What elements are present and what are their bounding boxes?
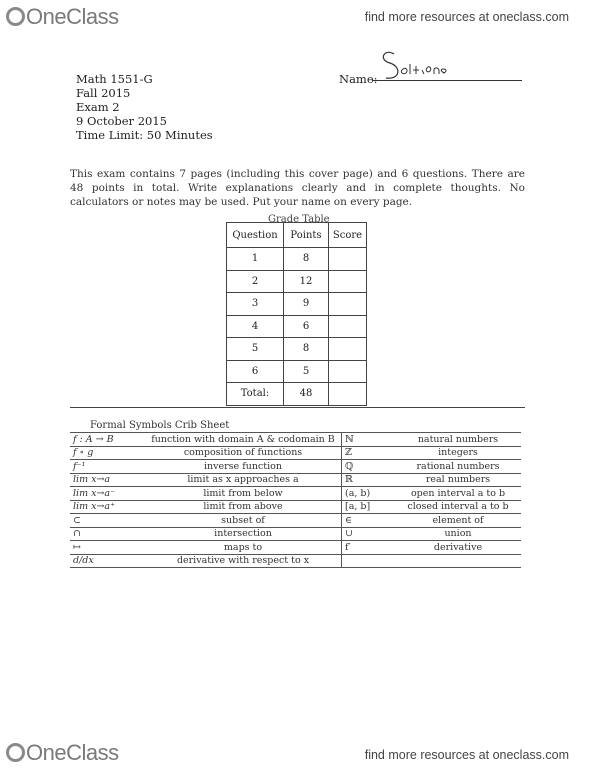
table-row — [227, 248, 367, 271]
points-cell: 9 — [284, 293, 329, 316]
symbol — [342, 554, 396, 568]
symbol-meaning: subset of — [145, 514, 342, 528]
symbol-meaning: limit from below — [145, 487, 342, 501]
symbol: ℤ — [342, 446, 396, 460]
symbol-meaning: inverse function — [145, 460, 342, 474]
crib-row — [70, 473, 521, 487]
table-row — [227, 270, 367, 293]
symbol-meaning: maps to — [145, 541, 342, 555]
exam-date: 9 October 2015 — [76, 114, 167, 128]
symbol: ℚ — [342, 460, 396, 474]
symbol: f ∘ g — [70, 446, 145, 460]
symbol-meaning: real numbers — [395, 473, 521, 487]
exam-header — [76, 72, 213, 142]
logo-circle-icon — [6, 743, 25, 762]
bottom-banner — [0, 736, 595, 770]
crib-row — [70, 514, 521, 528]
crib-row — [70, 500, 521, 514]
symbol-meaning: limit from above — [145, 500, 342, 514]
question-cell: 1 — [227, 248, 284, 271]
total-points: 48 — [284, 383, 329, 406]
grade-table-header-row — [227, 223, 367, 248]
header-points: Points — [284, 223, 329, 248]
grade-table-caption: Grade Table — [268, 214, 330, 225]
symbol-meaning: derivative — [395, 541, 521, 555]
crib-row — [70, 554, 521, 568]
question-cell: 2 — [227, 270, 284, 293]
crib-row — [70, 541, 521, 555]
points-cell: 12 — [284, 270, 329, 293]
symbol-meaning — [395, 554, 521, 568]
name-label: Name: — [339, 72, 378, 86]
section-divider — [70, 407, 525, 408]
symbol-meaning: integers — [395, 446, 521, 460]
time-limit: Time Limit: 50 Minutes — [76, 128, 213, 142]
crib-sheet-table — [70, 432, 521, 568]
symbol-meaning: function with domain A & codomain B — [145, 433, 342, 447]
table-row — [227, 315, 367, 338]
points-cell: 6 — [284, 315, 329, 338]
symbol-meaning: composition of functions — [145, 446, 342, 460]
crib-row — [70, 446, 521, 460]
symbol-meaning: rational numbers — [395, 460, 521, 474]
question-cell: 3 — [227, 293, 284, 316]
symbol: ℕ — [342, 433, 396, 447]
symbol: ∈ — [342, 514, 396, 528]
symbol-meaning: union — [395, 527, 521, 541]
symbol: (a, b) — [342, 487, 396, 501]
symbol: f : A → B — [70, 433, 145, 447]
score-cell — [329, 315, 367, 338]
crib-row — [70, 433, 521, 447]
score-cell — [329, 360, 367, 383]
symbol: ∩ — [70, 527, 145, 541]
symbol: ⊂ — [70, 514, 145, 528]
points-cell: 8 — [284, 338, 329, 361]
symbol: [a, b] — [342, 500, 396, 514]
top-banner — [0, 0, 595, 34]
oneclass-logo[interactable]: OneClass — [6, 4, 119, 30]
header-score: Score — [329, 223, 367, 248]
total-score — [329, 383, 367, 406]
promo-link[interactable]: find more resources at oneclass.com — [364, 10, 569, 24]
table-row — [227, 338, 367, 361]
symbol: ↦ — [70, 541, 145, 555]
symbol: lim x→a⁻ — [70, 487, 145, 501]
score-cell — [329, 293, 367, 316]
symbol: ℝ — [342, 473, 396, 487]
score-cell — [329, 270, 367, 293]
promo-link[interactable]: find more resources at oneclass.com — [364, 748, 569, 762]
table-row — [227, 360, 367, 383]
symbol: f′ — [342, 541, 396, 555]
question-cell: 6 — [227, 360, 284, 383]
table-row — [227, 293, 367, 316]
total-label: Total: — [227, 383, 284, 406]
symbol: ∪ — [342, 527, 396, 541]
crib-sheet-caption: Formal Symbols Crib Sheet — [90, 420, 230, 431]
symbol: lim x→a — [70, 473, 145, 487]
question-cell: 4 — [227, 315, 284, 338]
symbol-meaning: derivative with respect to x — [145, 554, 342, 568]
symbol: lim x→a⁺ — [70, 500, 145, 514]
symbol-meaning: open interval a to b — [395, 487, 521, 501]
symbol-meaning: intersection — [145, 527, 342, 541]
header-question: Question — [227, 223, 284, 248]
crib-row — [70, 527, 521, 541]
symbol: f⁻¹ — [70, 460, 145, 474]
question-cell: 5 — [227, 338, 284, 361]
symbol-meaning: element of — [395, 514, 521, 528]
oneclass-logo[interactable]: OneClass — [6, 740, 119, 766]
score-cell — [329, 248, 367, 271]
symbol-meaning: natural numbers — [395, 433, 521, 447]
crib-row — [70, 460, 521, 474]
points-cell: 5 — [284, 360, 329, 383]
symbol-meaning: limit as x approaches a — [145, 473, 342, 487]
score-cell — [329, 338, 367, 361]
crib-row — [70, 487, 521, 501]
grade-table — [226, 222, 367, 406]
symbol-meaning: closed interval a to b — [395, 500, 521, 514]
exam-number: Exam 2 — [76, 100, 120, 114]
symbol: d/dx — [70, 554, 145, 568]
handwritten-name-signature — [380, 44, 465, 84]
logo-circle-icon — [6, 7, 25, 26]
course-code: Math 1551-G — [76, 72, 153, 86]
exam-instructions: This exam contains 7 pages (including this cover page) and 6 questions. There are 48 points in total. Write explanations clearly and in complete thoughts. No calculators or notes may be used. Put your name on every page. — [70, 167, 525, 208]
total-row — [227, 383, 367, 406]
term: Fall 2015 — [76, 86, 131, 100]
points-cell: 8 — [284, 248, 329, 271]
